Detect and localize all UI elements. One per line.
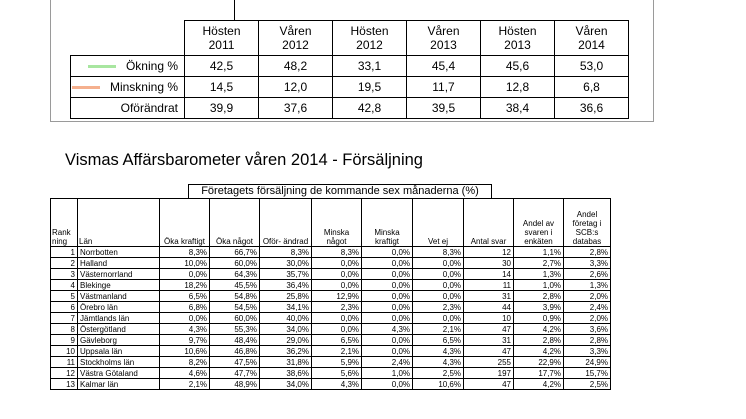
group-header: Företagets försäljning de kommande sex månaderna (%): [188, 184, 492, 198]
summary-value: 48,2: [259, 56, 333, 77]
value-cell: 30,0%: [260, 258, 312, 269]
value-cell: 31: [464, 335, 514, 346]
value-cell: 0,0%: [160, 269, 210, 280]
value-cell: 64,3%: [210, 269, 260, 280]
region-cell: Östergötland: [78, 324, 160, 335]
legend-swatch: [72, 86, 100, 89]
value-cell: 8,3%: [312, 247, 362, 258]
rank-cell: 4: [51, 280, 78, 291]
summary-value: 6,8: [555, 77, 629, 98]
value-cell: 4,6%: [160, 368, 210, 379]
summary-value: 42,5: [185, 56, 259, 77]
value-cell: 8,3%: [413, 247, 464, 258]
value-cell: 15,7%: [564, 368, 611, 379]
rank-cell: 1: [51, 247, 78, 258]
period-year: 2014: [578, 38, 605, 52]
value-cell: 34,0%: [260, 324, 312, 335]
value-cell: 60,0%: [210, 313, 260, 324]
value-cell: 47,7%: [210, 368, 260, 379]
region-cell: Kalmar län: [78, 379, 160, 390]
value-cell: 45,5%: [210, 280, 260, 291]
value-cell: 38,6%: [260, 368, 312, 379]
period-year: 2012: [356, 38, 383, 52]
value-cell: 66,7%: [210, 247, 260, 258]
summary-value: 37,6: [259, 98, 333, 119]
region-cell: Halland: [78, 258, 160, 269]
value-cell: 4,3%: [413, 357, 464, 368]
value-cell: 36,2%: [260, 346, 312, 357]
value-cell: 10,0%: [160, 258, 210, 269]
series-label: Ökning %: [125, 58, 178, 73]
value-cell: 12: [464, 247, 514, 258]
value-cell: 0,0%: [413, 280, 464, 291]
value-cell: 0,0%: [312, 258, 362, 269]
value-cell: 8,3%: [260, 247, 312, 258]
value-cell: 4,2%: [514, 346, 564, 357]
value-cell: 5,6%: [312, 368, 362, 379]
value-cell: 6,5%: [312, 335, 362, 346]
value-cell: 10,6%: [413, 379, 464, 390]
rank-cell: 11: [51, 357, 78, 368]
region-cell: Uppsala län: [78, 346, 160, 357]
table-row: [51, 335, 611, 346]
column-header-row: [51, 199, 611, 247]
value-cell: 25,8%: [260, 291, 312, 302]
summary-value: 36,6: [555, 98, 629, 119]
value-cell: 9,7%: [160, 335, 210, 346]
value-cell: 2,4%: [564, 302, 611, 313]
column-header: Län: [78, 199, 160, 247]
value-cell: 2,0%: [564, 291, 611, 302]
region-cell: Västernorrland: [78, 269, 160, 280]
series-label: Oförändrat: [120, 100, 178, 115]
value-cell: 0,9%: [514, 313, 564, 324]
summary-row: [71, 98, 629, 119]
value-cell: 34,1%: [260, 302, 312, 313]
value-cell: 2,8%: [514, 291, 564, 302]
summary-value: 12,0: [259, 77, 333, 98]
value-cell: 10,6%: [160, 346, 210, 357]
value-cell: 14: [464, 269, 514, 280]
summary-value: 11,7: [407, 77, 481, 98]
period-year: 2013: [504, 38, 531, 52]
value-cell: 47,5%: [210, 357, 260, 368]
header-blank-cell: [71, 21, 185, 56]
value-cell: 2,7%: [514, 258, 564, 269]
period-header: [481, 21, 555, 56]
value-cell: 8,3%: [160, 247, 210, 258]
value-cell: 17,7%: [514, 368, 564, 379]
period-header: [259, 21, 333, 56]
table-row: [51, 302, 611, 313]
value-cell: 2,1%: [160, 379, 210, 390]
value-cell: 0,0%: [362, 335, 413, 346]
region-cell: Jämtlands län: [78, 313, 160, 324]
rank-cell: 8: [51, 324, 78, 335]
period-season: Hösten: [202, 24, 241, 38]
value-cell: 3,9%: [514, 302, 564, 313]
table-row: [51, 258, 611, 269]
value-cell: 47: [464, 346, 514, 357]
value-cell: 6,8%: [160, 302, 210, 313]
value-cell: 12,9%: [312, 291, 362, 302]
value-cell: 4,3%: [413, 346, 464, 357]
value-cell: 2,4%: [362, 357, 413, 368]
region-sales-table: [50, 198, 611, 390]
region-cell: Stockholms län: [78, 357, 160, 368]
value-cell: 2,0%: [564, 313, 611, 324]
column-header: Rank ning: [51, 199, 78, 247]
region-cell: Västmanland: [78, 291, 160, 302]
value-cell: 11: [464, 280, 514, 291]
rank-cell: 9: [51, 335, 78, 346]
value-cell: 0,0%: [362, 247, 413, 258]
value-cell: 2,1%: [413, 324, 464, 335]
column-header: Öka något: [210, 199, 260, 247]
value-cell: 2,1%: [312, 346, 362, 357]
value-cell: 44: [464, 302, 514, 313]
summary-value: 39,9: [185, 98, 259, 119]
value-cell: 0,0%: [362, 313, 413, 324]
value-cell: 1,1%: [514, 247, 564, 258]
value-cell: 0,0%: [413, 313, 464, 324]
summary-value: 53,0: [555, 56, 629, 77]
summary-value: 38,4: [481, 98, 555, 119]
value-cell: 1,0%: [514, 280, 564, 291]
rank-cell: 12: [51, 368, 78, 379]
period-header-row: [71, 21, 629, 56]
summary-row: [71, 77, 629, 98]
value-cell: 0,0%: [413, 258, 464, 269]
table-row: [51, 313, 611, 324]
summary-value: 19,5: [333, 77, 407, 98]
region-cell: Gävleborg: [78, 335, 160, 346]
series-label-cell: [71, 77, 185, 98]
value-cell: 0,0%: [413, 291, 464, 302]
value-cell: 4,3%: [160, 324, 210, 335]
table-row: [51, 357, 611, 368]
value-cell: 2,3%: [413, 302, 464, 313]
table-row: [51, 269, 611, 280]
value-cell: 6,5%: [160, 291, 210, 302]
column-header: Minska något: [312, 199, 362, 247]
value-cell: 2,5%: [413, 368, 464, 379]
value-cell: 2,3%: [312, 302, 362, 313]
period-season: Våren: [575, 24, 608, 38]
value-cell: 5,9%: [312, 357, 362, 368]
summary-value: 45,6: [481, 56, 555, 77]
period-season: Hösten: [498, 24, 537, 38]
value-cell: 22,9%: [514, 357, 564, 368]
rank-cell: 6: [51, 302, 78, 313]
legend-swatch: [88, 65, 116, 68]
series-label: Minskning %: [109, 79, 178, 94]
value-cell: 29,0%: [260, 335, 312, 346]
value-cell: 2,6%: [564, 269, 611, 280]
value-cell: 2,5%: [564, 379, 611, 390]
value-cell: 2,8%: [564, 247, 611, 258]
column-header: Oför- ändrad: [260, 199, 312, 247]
period-year: 2013: [430, 38, 457, 52]
value-cell: 255: [464, 357, 514, 368]
value-cell: 60,0%: [210, 258, 260, 269]
table-row: [51, 280, 611, 291]
value-cell: 10: [464, 313, 514, 324]
rank-cell: 5: [51, 291, 78, 302]
column-header: Öka kraftigt: [160, 199, 210, 247]
table-row: [51, 291, 611, 302]
value-cell: 24,9%: [564, 357, 611, 368]
table-row: [51, 368, 611, 379]
value-cell: 54,8%: [210, 291, 260, 302]
value-cell: 2,8%: [514, 335, 564, 346]
value-cell: 0,0%: [312, 324, 362, 335]
period-header: [407, 21, 481, 56]
rank-cell: 13: [51, 379, 78, 390]
value-cell: 55,3%: [210, 324, 260, 335]
value-cell: 0,0%: [362, 291, 413, 302]
value-cell: 0,0%: [312, 313, 362, 324]
value-cell: 0,0%: [362, 346, 413, 357]
summary-value: 14,5: [185, 77, 259, 98]
value-cell: 48,4%: [210, 335, 260, 346]
value-cell: 0,0%: [413, 269, 464, 280]
value-cell: 48,9%: [210, 379, 260, 390]
value-cell: 8,2%: [160, 357, 210, 368]
top-summary-table: [70, 20, 629, 119]
region-cell: Norrbotten: [78, 247, 160, 258]
value-cell: 18,2%: [160, 280, 210, 291]
summary-value: 45,4: [407, 56, 481, 77]
value-cell: 4,2%: [514, 324, 564, 335]
rank-cell: 10: [51, 346, 78, 357]
value-cell: 31,8%: [260, 357, 312, 368]
value-cell: 34,0%: [260, 379, 312, 390]
table-row: [51, 379, 611, 390]
summary-row: [71, 56, 629, 77]
value-cell: 4,3%: [362, 324, 413, 335]
value-cell: 1,3%: [514, 269, 564, 280]
region-cell: Västra Götaland: [78, 368, 160, 379]
value-cell: 36,4%: [260, 280, 312, 291]
period-header: [333, 21, 407, 56]
table-row: [51, 346, 611, 357]
column-header: Minska kraftigt: [362, 199, 413, 247]
value-cell: 0,0%: [362, 280, 413, 291]
column-header: Andel av svaren i enkäten: [514, 199, 564, 247]
value-cell: 47: [464, 324, 514, 335]
value-cell: 1,0%: [362, 368, 413, 379]
region-cell: Örebro län: [78, 302, 160, 313]
value-cell: 54,5%: [210, 302, 260, 313]
period-season: Våren: [427, 24, 460, 38]
value-cell: 2,8%: [564, 335, 611, 346]
value-cell: 3,3%: [564, 258, 611, 269]
value-cell: 3,6%: [564, 324, 611, 335]
value-cell: 30: [464, 258, 514, 269]
summary-value: 39,5: [407, 98, 481, 119]
value-cell: 0,0%: [362, 258, 413, 269]
period-header: [185, 21, 259, 56]
rank-cell: 2: [51, 258, 78, 269]
value-cell: 6,5%: [413, 335, 464, 346]
period-year: 2012: [282, 38, 309, 52]
rank-cell: 7: [51, 313, 78, 324]
value-cell: 4,3%: [312, 379, 362, 390]
value-cell: 0,0%: [312, 280, 362, 291]
series-label-cell: [71, 98, 185, 119]
summary-value: 42,8: [333, 98, 407, 119]
frame-divider: [234, 0, 235, 20]
value-cell: 0,0%: [362, 269, 413, 280]
table-row: [51, 324, 611, 335]
value-cell: 40,0%: [260, 313, 312, 324]
value-cell: 0,0%: [312, 269, 362, 280]
value-cell: 3,3%: [564, 346, 611, 357]
period-year: 2011: [208, 38, 235, 52]
value-cell: 197: [464, 368, 514, 379]
period-season: Våren: [279, 24, 312, 38]
value-cell: 0,0%: [160, 313, 210, 324]
table-row: [51, 247, 611, 258]
rank-cell: 3: [51, 269, 78, 280]
column-header: Antal svar: [464, 199, 514, 247]
value-cell: 0,0%: [362, 302, 413, 313]
value-cell: 47: [464, 379, 514, 390]
value-cell: 1,3%: [564, 280, 611, 291]
value-cell: 4,2%: [514, 379, 564, 390]
region-cell: Blekinge: [78, 280, 160, 291]
value-cell: 31: [464, 291, 514, 302]
period-header: [555, 21, 629, 56]
column-header: Vet ej: [413, 199, 464, 247]
section-title: Vismas Affärsbarometer våren 2014 - Försäljning: [65, 151, 423, 169]
value-cell: 0,0%: [362, 379, 413, 390]
series-label-cell: [71, 56, 185, 77]
period-season: Hösten: [350, 24, 389, 38]
column-header: Andel företag i SCB:s databas: [564, 199, 611, 247]
value-cell: 35,7%: [260, 269, 312, 280]
value-cell: 46,8%: [210, 346, 260, 357]
summary-value: 12,8: [481, 77, 555, 98]
summary-value: 33,1: [333, 56, 407, 77]
